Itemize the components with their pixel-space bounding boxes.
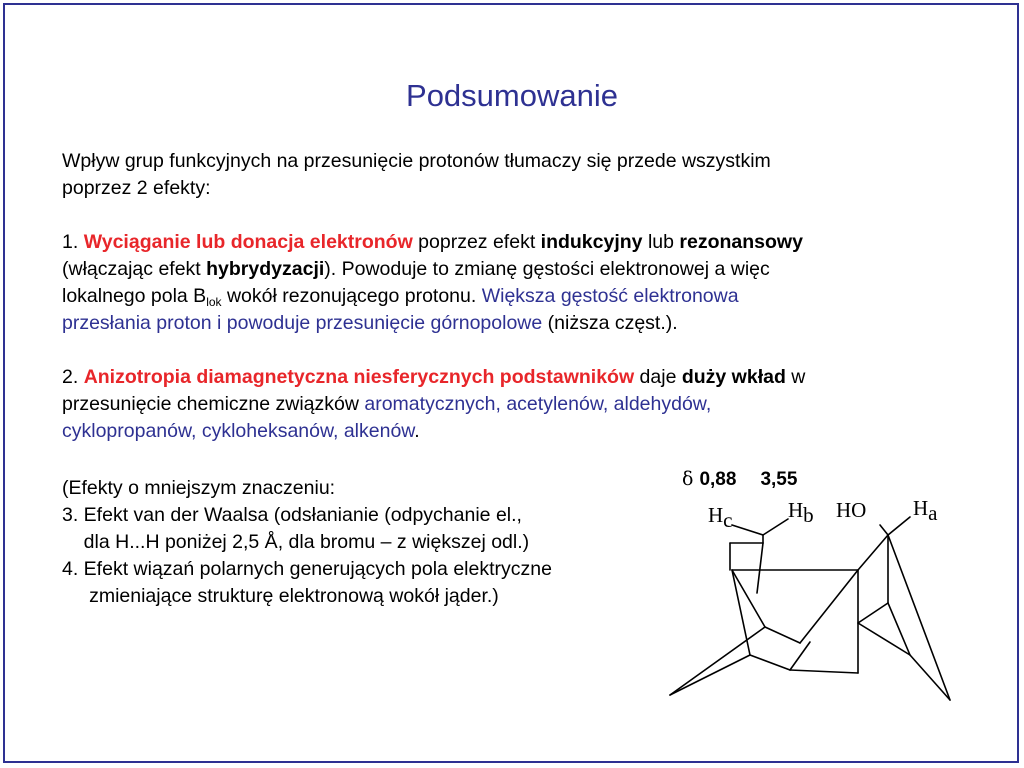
shift-value-1: 0,88: [699, 469, 737, 490]
point1-heading: Wyciąganie lub donacja elektronów: [83, 231, 413, 253]
label-ha: Ha: [913, 496, 938, 525]
delta-symbol: δ: [682, 468, 694, 490]
slide-title: Podsumowanie: [406, 78, 618, 113]
molecule-bonds: [670, 517, 950, 700]
minor-line-1: (Efekty o mniejszym znaczeniu:: [62, 477, 336, 499]
minor-line-5: zmieniające strukturę elektronową wokół jąder.): [62, 585, 499, 607]
label-ho: HO: [836, 498, 867, 522]
intro-line-2: poprzez 2 efekty:: [62, 177, 211, 199]
point2-line-2: przesunięcie chemiczne związków aromatycznych, acetylenów, aldehydów,: [62, 393, 712, 415]
point2-heading: Anizotropia diamagnetyczna niesferycznych podstawników: [83, 366, 635, 388]
point1-line-2: (włączając efekt hybrydyzacji). Powoduje to zmianę gęstości elektronowej a więc: [62, 258, 770, 280]
label-hc: Hc: [708, 503, 733, 532]
molecule-labels: [708, 496, 938, 532]
minor-line-4: 4. Efekt wiązań polarnych generujących pola elektryczne: [62, 558, 552, 580]
molecule-structure-diagram: [660, 495, 960, 715]
minor-line-3: dla H...H poniżej 2,5 Å, dla bromu – z większej odl.): [62, 531, 530, 553]
intro-line-1: Wpływ grup funkcyjnych na przesunięcie protonów tłumaczy się przede wszystkim: [62, 150, 771, 172]
chemical-shift-labels: [682, 468, 797, 491]
point1-line-3: lokalnego pola $B_{lok}$ wokół rezonującego protonu. Większa gęstość elektronowa: [62, 285, 739, 309]
point1-line-4: przesłania proton i powoduje przesunięcie górnopolowe (niższa częst.).: [62, 312, 678, 334]
point2-line-3: cyklopropanów, cykloheksanów, alkenów.: [62, 420, 420, 442]
shift-value-2: 3,55: [760, 469, 798, 490]
point1-line-1: 1. Wyciąganie lub donacja elektronów poprzez efekt indukcyjny lub rezonansowy: [62, 231, 803, 253]
label-hb: Hb: [788, 498, 814, 527]
point2-line-1: 2. Anizotropia diamagnetyczna niesferycznych podstawników daje duży wkład w: [62, 366, 806, 388]
minor-line-2: 3. Efekt van der Waalsa (odsłanianie (odpychanie el.,: [62, 504, 522, 526]
